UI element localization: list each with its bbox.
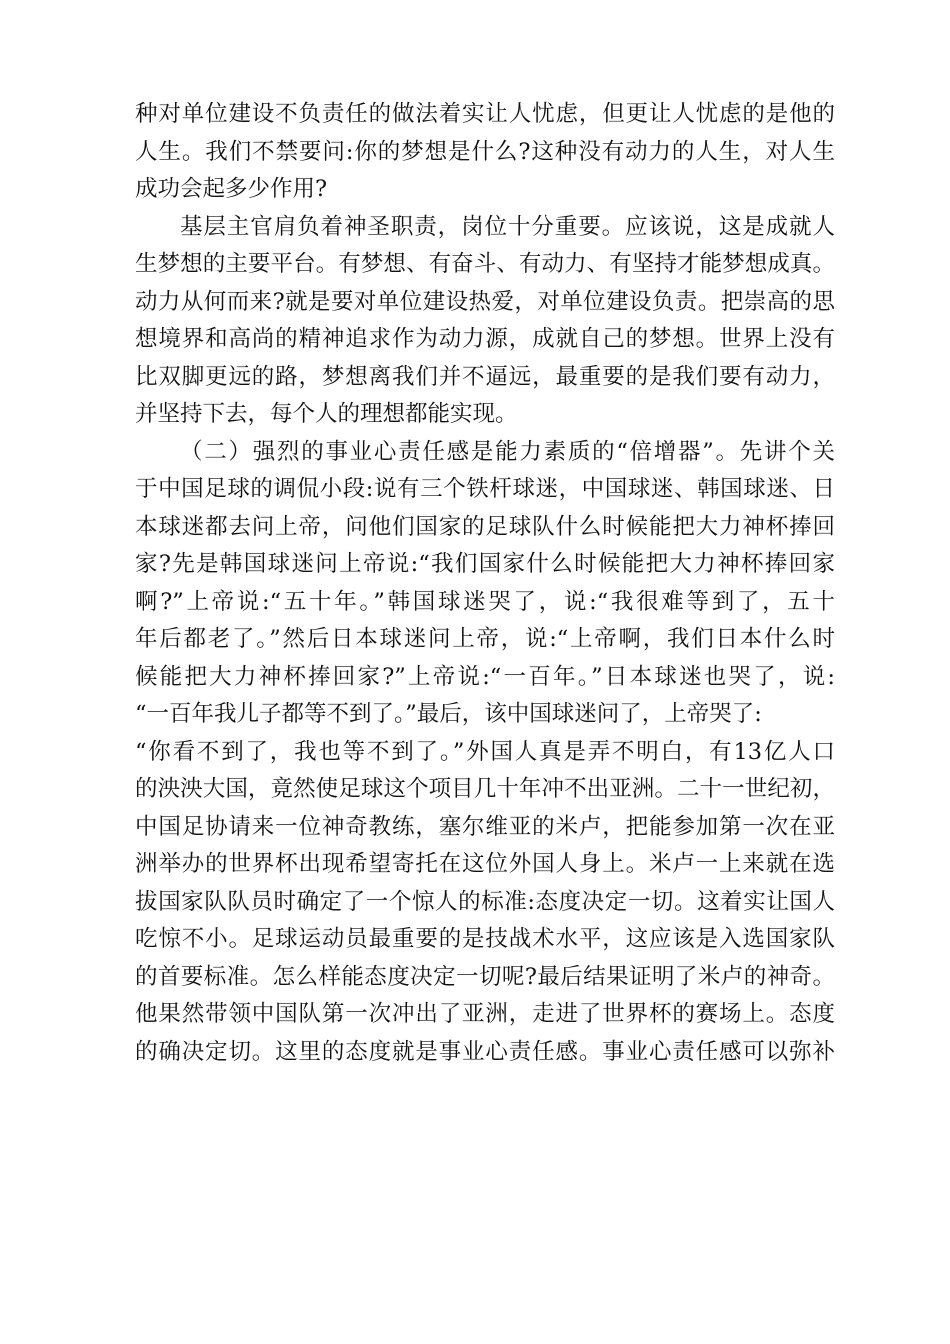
text-line: 年后都老了。”然后日本球迷问上帝，说:“上帝啊，我们日本什么时	[135, 626, 835, 652]
text-line: 生梦想的主要平台。有梦想、有奋斗、有动力、有坚持才能梦想成真。	[135, 251, 835, 277]
text-line: 洲举办的世界杯出现希望寄托在这位外国人身上。米卢一上来就在选	[135, 851, 835, 877]
text-line: 家?先是韩国球迷问上帝说:“我们国家什么时候能把大力神杯捧回家	[135, 551, 835, 577]
text-line: 的确决定切。这里的态度就是事业心责任感。事业心责任感可以弥补	[135, 1038, 835, 1065]
text-line: 成功会起多少作用?	[135, 176, 328, 202]
text-line: 他果然带领中国队第一次冲出了亚洲，走进了世界杯的赛场上。态度	[135, 1001, 835, 1027]
text-line: 拔国家队队员时确定了一个惊人的标准:态度决定一切。这着实让国人	[135, 888, 835, 915]
text-line: 人生。我们不禁要问:你的梦想是什么?这种没有动力的人生，对人生	[135, 138, 835, 165]
text-line: 想境界和高尚的精神追求作为动力源，成就自己的梦想。世界上没有	[135, 326, 835, 352]
text-line: 并坚持下去，每个人的理想都能实现。	[135, 401, 518, 427]
text-line: “你看不到了，我也等不到了。”外国人真是弄不明白，有13亿人口	[135, 738, 835, 765]
text-line: 本球迷都去问上帝，问他们国家的足球队什么时候能把大力神杯捧回	[135, 513, 835, 540]
text-line: 动力从何而来?就是要对单位建设热爱，对单位建设负责。把崇高的思	[135, 288, 835, 315]
paragraph-first-line: 基层主官肩负着神圣职责，岗位十分重要。应该说，这是成就人	[180, 213, 835, 240]
text-line: 中国足协请来一位神奇教练，塞尔维亚的米卢，把能参加第一次在亚	[135, 813, 835, 840]
text-line: 种对单位建设不负责任的做法着实让人忧虑，但更让人忧虑的是他的	[135, 101, 835, 127]
text-line: 比双脚更远的路，梦想离我们并不逼远，最重要的是我们要有动力，	[135, 363, 835, 390]
text-line: 吃惊不小。足球运动员最重要的是技战术水平，这应该是入选国家队	[135, 926, 835, 952]
text-line: 的泱泱大国，竟然使足球这个项目几十年冲不出亚洲。二十一世纪初，	[135, 776, 835, 802]
text-line: 于中国足球的调侃小段:说有三个铁杆球迷，中国球迷、韩国球迷、日	[135, 476, 835, 502]
text-line: 候能把大力神杯捧回家?”上帝说:“一百年。”日本球迷也哭了，说:	[135, 663, 835, 690]
text-line: 的首要标准。怎么样能态度决定一切呢?最后结果证明了米卢的神奇。	[135, 963, 835, 990]
section-heading-line: （二）强烈的事业心责任感是能力素质的“倍增器”。先讲个关	[180, 438, 835, 465]
text-line: “一百年我儿子都等不到了。”最后，该中国球迷问了，上帝哭了:	[135, 701, 762, 727]
body-text	[135, 96, 835, 1071]
text-line: 啊?”上帝说:“五十年。”韩国球迷哭了，说:“我很难等到了，五十	[135, 588, 835, 615]
